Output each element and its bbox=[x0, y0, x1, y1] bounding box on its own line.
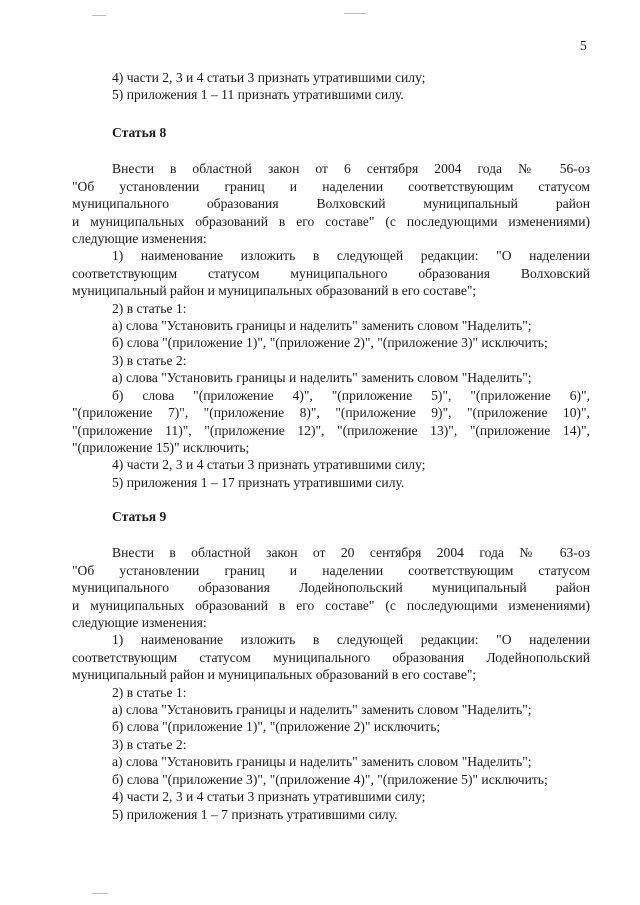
list-item: 2) в статье 1: bbox=[112, 684, 187, 700]
list-item: 4) части 2, 3 и 4 статьи 3 признать утратившими силу; bbox=[112, 789, 426, 805]
item-line: "(приложение 15)" исключить; bbox=[72, 439, 250, 455]
scan-speck bbox=[92, 15, 106, 16]
list-item: а) слова "Установить границы и наделить" заменить словом "Наделить"; bbox=[112, 318, 532, 334]
article-heading: Статья 8 bbox=[112, 125, 167, 140]
item-line: соответствующим статусом муниципального образования Волховский bbox=[72, 265, 590, 281]
intro-line: Внести в областной закон от 20 сентября 2004 года № 63-оз bbox=[112, 545, 590, 561]
list-item: а) слова "Установить границы и наделить" заменить словом "Наделить"; bbox=[112, 754, 532, 770]
scan-speck bbox=[344, 13, 366, 14]
item-line: муниципальный район и муниципальных образований в его составе"; bbox=[72, 283, 477, 299]
list-item: а) слова "Установить границы и наделить" заменить словом "Наделить"; bbox=[112, 370, 532, 386]
list-item: 3) в статье 2: bbox=[112, 736, 187, 752]
intro-line: следующие изменения: bbox=[72, 231, 207, 247]
list-item: а) слова "Установить границы и наделить" заменить словом "Наделить"; bbox=[112, 702, 532, 718]
intro-line: "Об установлении границ и наделении соответствующим статусом bbox=[72, 178, 590, 194]
list-item: 5) приложения 1 – 17 признать утратившими силу. bbox=[112, 474, 405, 490]
article-intro bbox=[72, 160, 590, 247]
item-line: 1) наименование изложить в следующей редакции: "О наделении bbox=[112, 248, 590, 264]
item-line: муниципальный район и муниципальных образований в его составе"; bbox=[72, 667, 477, 683]
list-item: 4) части 2, 3 и 4 статьи 3 признать утратившими силу; bbox=[112, 70, 426, 85]
list-item: 5) приложения 1 – 7 признать утратившими силу. bbox=[112, 806, 398, 822]
amendment-item-1 bbox=[72, 631, 590, 683]
list-item: б) слова "(приложение 3)", "(приложение 4)", "(приложение 5)" исключить; bbox=[112, 771, 548, 787]
list-item: 2) в статье 1: bbox=[112, 300, 187, 316]
intro-line: муниципального образования Волховский муниципальный район bbox=[72, 196, 590, 212]
scan-speck bbox=[92, 893, 108, 894]
item-line: соответствующим статусом муниципального образования Лодейнопольский bbox=[72, 649, 590, 665]
top-items bbox=[72, 69, 590, 104]
article-intro bbox=[72, 544, 590, 631]
item-line: "(приложение 11)", "(приложение 12)", "(приложение 13)", "(приложение 14)", bbox=[72, 422, 590, 438]
article-8 bbox=[72, 124, 590, 491]
item-line: "(приложение 7)", "(приложение 8)", "(приложение 9)", "(приложение 10)", bbox=[72, 405, 590, 421]
intro-line: Внести в областной закон от 6 сентября 2004 года № 56-оз bbox=[112, 161, 590, 177]
intro-line: следующие изменения: bbox=[72, 615, 207, 631]
amendment-item-1 bbox=[72, 247, 590, 299]
item-line: 1) наименование изложить в следующей редакции: "О наделении bbox=[112, 632, 590, 648]
list-item: 4) части 2, 3 и 4 статьи 3 признать утратившими силу; bbox=[112, 457, 426, 473]
intro-line: "Об установлении границ и наделении соответствующим статусом bbox=[72, 562, 590, 578]
list-item: б) слова "(приложение 1)", "(приложение 2)", "(приложение 3)" исключить; bbox=[112, 335, 548, 351]
item-line: б) слова "(приложение 4)", "(приложение 5)", "(приложение 6)", bbox=[112, 387, 590, 403]
intro-line: муниципального образования Лодейнопольский муниципальный район bbox=[72, 580, 590, 596]
list-item: б) слова "(приложение 1)", "(приложение 2)" исключить; bbox=[112, 719, 441, 735]
list-item: 3) в статье 2: bbox=[112, 352, 187, 368]
list-item: 5) приложения 1 – 11 признать утратившими силу. bbox=[112, 87, 404, 103]
article-heading: Статья 9 bbox=[112, 509, 167, 524]
article-9 bbox=[72, 508, 590, 823]
amendment-item-b bbox=[72, 387, 590, 457]
page-number: 5 bbox=[580, 38, 587, 53]
intro-line: и муниципальных образований в его составе" (с последующими изменениями) bbox=[72, 213, 590, 229]
intro-line: и муниципальных образований в его составе" (с последующими изменениями) bbox=[72, 597, 590, 613]
